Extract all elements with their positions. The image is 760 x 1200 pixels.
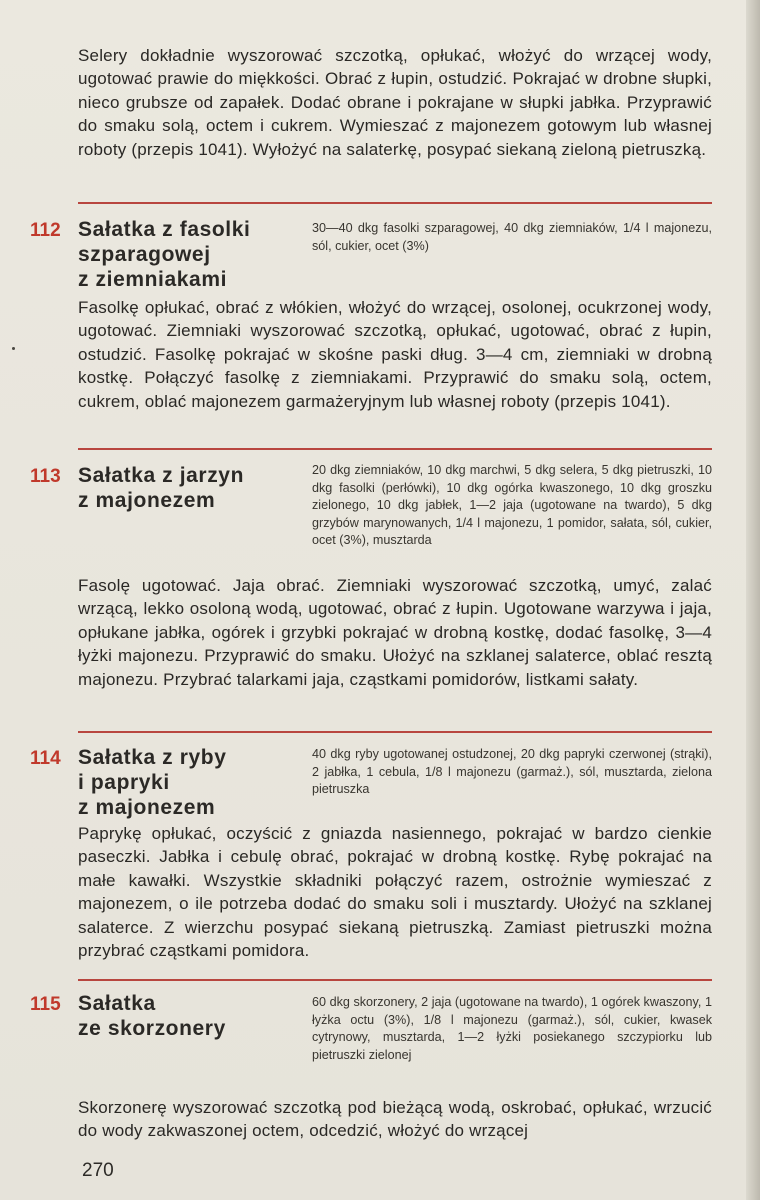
recipe-method: Skorzonerę wyszorować szczotką pod bieżącą wodą, oskrobać, opłukać, wrzucić do wody zakwaszonej octem, odcedzić, włożyć do wrzącej xyxy=(78,1098,712,1141)
recipe-title xyxy=(78,745,288,820)
recipe-title-line: ze skorzonery xyxy=(78,1017,226,1040)
recipe-ingredients: 20 dkg ziemniaków, 10 dkg marchwi, 5 dkg selera, 5 dkg pietruszki, 10 dkg fasolki (perłówki), 10 dkg ogórka kwaszonego, 10 dkg groszku zielonego, 10 dkg jabłek, 1—2 jaja (ugotowane na twardo), 5 dkg grzybów marynowanych, 1/4 l majonezu, 1 pomidor, sałata, sól, cukier, ocet (3%), musztarda xyxy=(312,463,712,548)
recipe-title-line: i papryki xyxy=(78,771,170,794)
recipe-method: Paprykę opłukać, oczyścić z gniazda nasiennego, pokrajać w bardzo cienkie paseczki. Jabłka i cebulę obrać, pokrajać w drobną kostkę. Rybę pokrajać na małe kawałki. Wszystkie składniki połączyć razem, ostrożnie wymieszać z majonezem, o ile potrzeba dodać do smaku soli i musztardy. Ułożyć na szklanej salaterce. Z wierzchu posypać siekaną pietruszką. Zamiast pietruszki można przybrać cząstkami pomidora. xyxy=(78,824,712,961)
margin-speck xyxy=(12,347,15,350)
recipe-title-line: Sałatka z ryby xyxy=(78,746,227,769)
recipe-title xyxy=(78,991,288,1041)
recipe-ingredients: 30—40 dkg fasolki szparagowej, 40 dkg ziemniaków, 1/4 l majonezu, sól, cukier, ocet (3%) xyxy=(312,221,712,253)
section-divider xyxy=(78,202,712,204)
recipe-number: 115 xyxy=(30,994,61,1015)
recipe-number: 112 xyxy=(30,220,61,241)
recipe-title-line: Sałatka z fasolki xyxy=(78,218,251,241)
recipe-number: 114 xyxy=(30,748,61,769)
recipe-title-line: z majonezem xyxy=(78,796,216,819)
recipe-title-line: z ziemniakami xyxy=(78,268,228,291)
recipe-title-line: z majonezem xyxy=(78,489,216,512)
intro-paragraph: Selery dokładnie wyszorować szczotką, opłukać, włożyć do wrzącej wody, ugotować prawie do miękkości. Obrać z łupin, ostudzić. Pokrajać w drobne słupki, nieco grubsze od zapałek. Dodać obrane i pokrajane w słupki jabłka. Przyprawić do smaku solą, octem i cukrem. Wymieszać z majonezem gotowym lub własnej roboty (przepis 1041). Wyłożyć na salaterkę, posypać siekaną zieloną pietruszką. xyxy=(78,46,712,159)
section-divider xyxy=(78,731,712,733)
recipe-title xyxy=(78,217,288,292)
recipe-ingredients: 40 dkg ryby ugotowanej ostudzonej, 20 dkg papryki czerwonej (strąki), 2 jabłka, 1 cebula, 1/8 l majonezu (garmaż.), sól, musztarda, zielona pietruszka xyxy=(312,747,712,797)
page-number: 270 xyxy=(82,1160,114,1181)
page-spine-shadow xyxy=(746,0,760,1200)
section-divider xyxy=(78,979,712,981)
recipe-ingredients: 60 dkg skorzonery, 2 jaja (ugotowane na twardo), 1 ogórek kwaszony, 1 łyżka octu (3%), 1/8 l majonezu (garmaż.), sól, cukier, kwasek cytrynowy, musztarda, 1—2 łyżki posiekanego szczypiorku lub pietruszki zielonej xyxy=(312,995,712,1062)
recipe-title-line: Sałatka xyxy=(78,992,156,1015)
section-divider xyxy=(78,448,712,450)
recipe-title xyxy=(78,463,288,513)
recipe-method: Fasolkę opłukać, obrać z włókien, włożyć do wrzącej, osolonej, ocukrzonej wody, ugotować. Ziemniaki wyszorować szczotką, opłukać, ugotować, obrać z łupin, ostudzić. Fasolkę pokrajać w skośne paski dług. 3—4 cm, ziemniaki w drobną kostkę. Połączyć fasolkę z ziemniakami. Przyprawić do smaku solą, octem, cukrem, oblać majonezem garmażeryjnym lub własnej roboty (przepis 1041). xyxy=(78,298,712,411)
recipe-number: 113 xyxy=(30,466,61,487)
recipe-title-line: Sałatka z jarzyn xyxy=(78,464,245,487)
recipe-method: Fasolę ugotować. Jaja obrać. Ziemniaki wyszorować szczotką, umyć, zalać wrzącą, lekko osoloną wodą, ugotować, obrać z łupin. Ugotowane warzywa i jaja, opłukane jabłka, ogórek i grzybki pokrajać w drobną kostkę, dodać fasolkę, 3—4 łyżki majonezu. Przyprawić do smaku. Ułożyć na szklanej salaterce, oblać resztą majonezu. Przybrać talarkami jaja, cząstkami pomidorów, listkami sałaty. xyxy=(78,576,712,689)
recipe-title-line: szparagowej xyxy=(78,243,211,266)
